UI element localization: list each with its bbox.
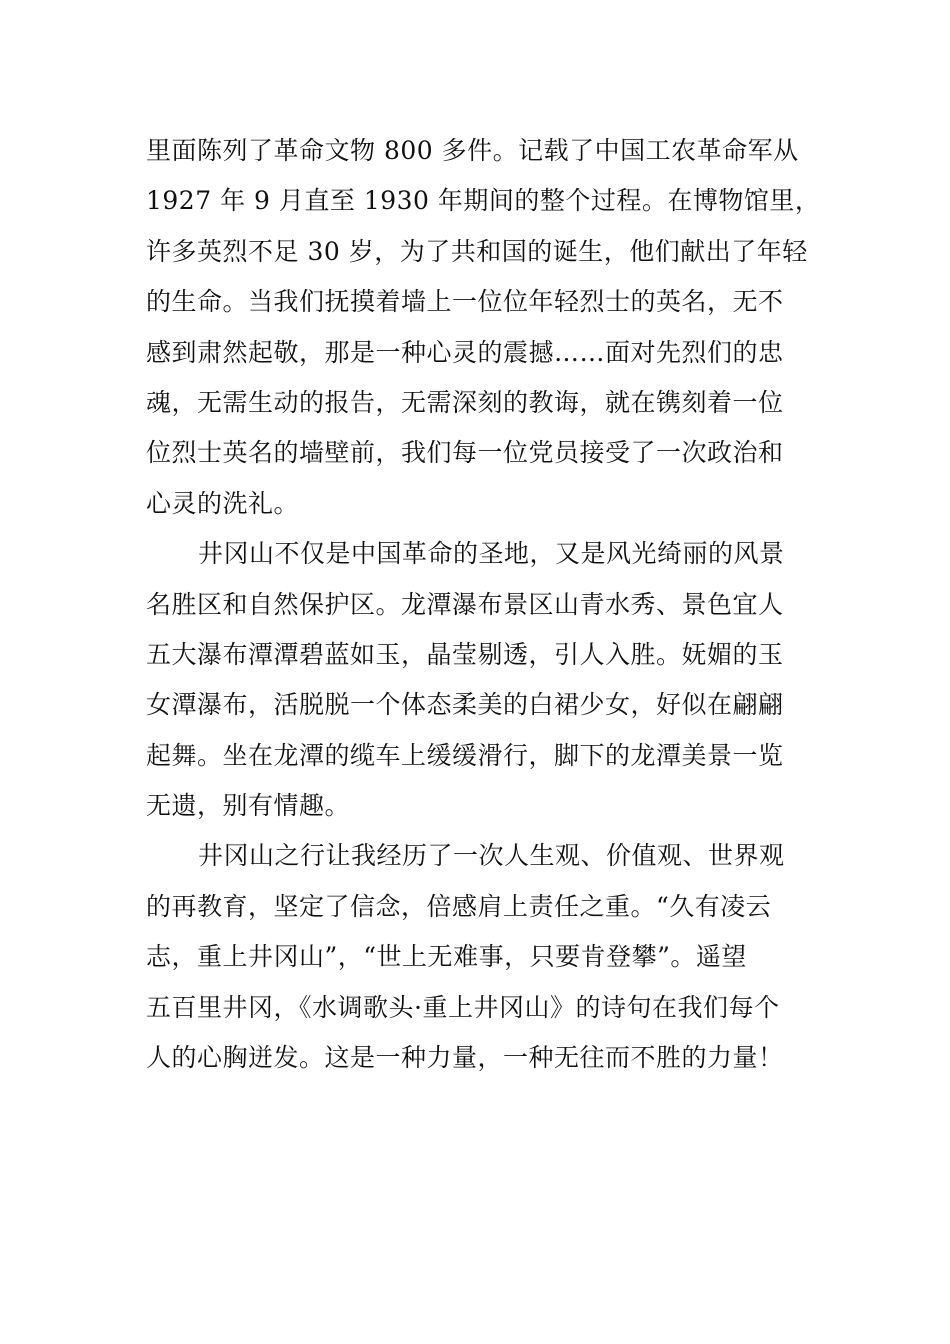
text-line: 魂，无需生动的报告，无需深刻的教诲，就在镌刻着一位: [146, 387, 784, 417]
paragraph-3: [146, 831, 806, 1083]
text-line: 的再教育，坚定了信念，倍感肩上责任之重。“久有凌云: [146, 891, 772, 921]
text-line: 井冈山之行让我经历了一次人生观、价值观、世界观: [198, 841, 785, 871]
text-line: 许多英烈不足 30 岁，为了共和国的诞生，他们献出了年轻: [146, 236, 808, 266]
text-line: 人的心胸迸发。这是一种力量，一种无往而不胜的力量！: [146, 1043, 784, 1073]
text-line: 五百里井冈，《水调歌头·重上井冈山》的诗句在我们每个: [146, 992, 780, 1022]
text-line: 女潭瀑布，活脱脱一个体态柔美的白裙少女，好似在翩翩: [146, 690, 784, 720]
paragraph-2: [146, 529, 806, 831]
text-line: 志，重上井冈山”，“世上无难事，只要肯登攀”。遥望: [146, 942, 747, 972]
body-text: [146, 126, 821, 1083]
text-line: 1927 年 9 月直至 1930 年期间的整个过程。在博物馆里，: [146, 186, 821, 216]
text-line: 起舞。坐在龙潭的缆车上缓缓滑行，脚下的龙潭美景一览: [146, 740, 784, 770]
text-line: 心灵的洗礼。: [146, 488, 300, 518]
text-line: 的生命。当我们抚摸着墙上一位位年轻烈士的英名，无不: [146, 287, 784, 317]
text-line: 无遗，别有情趣。: [146, 791, 351, 821]
text-line: 五大瀑布潭潭碧蓝如玉，晶莹剔透，引人入胜。妩媚的玉: [146, 639, 784, 669]
text-line: 里面陈列了革命文物 800 多件。记载了中国工农革命军从: [146, 136, 799, 165]
text-line: 名胜区和自然保护区。龙潭瀑布景区山青水秀、景色宜人: [146, 589, 784, 619]
paragraph-1: [146, 126, 821, 529]
text-line: 感到肃然起敬，那是一种心灵的震撼……面对先烈们的忠: [146, 337, 784, 367]
text-line: 位烈士英名的墙壁前，我们每一位党员接受了一次政治和: [146, 438, 784, 468]
text-line: 井冈山不仅是中国革命的圣地，又是风光绮丽的风景: [198, 539, 785, 569]
